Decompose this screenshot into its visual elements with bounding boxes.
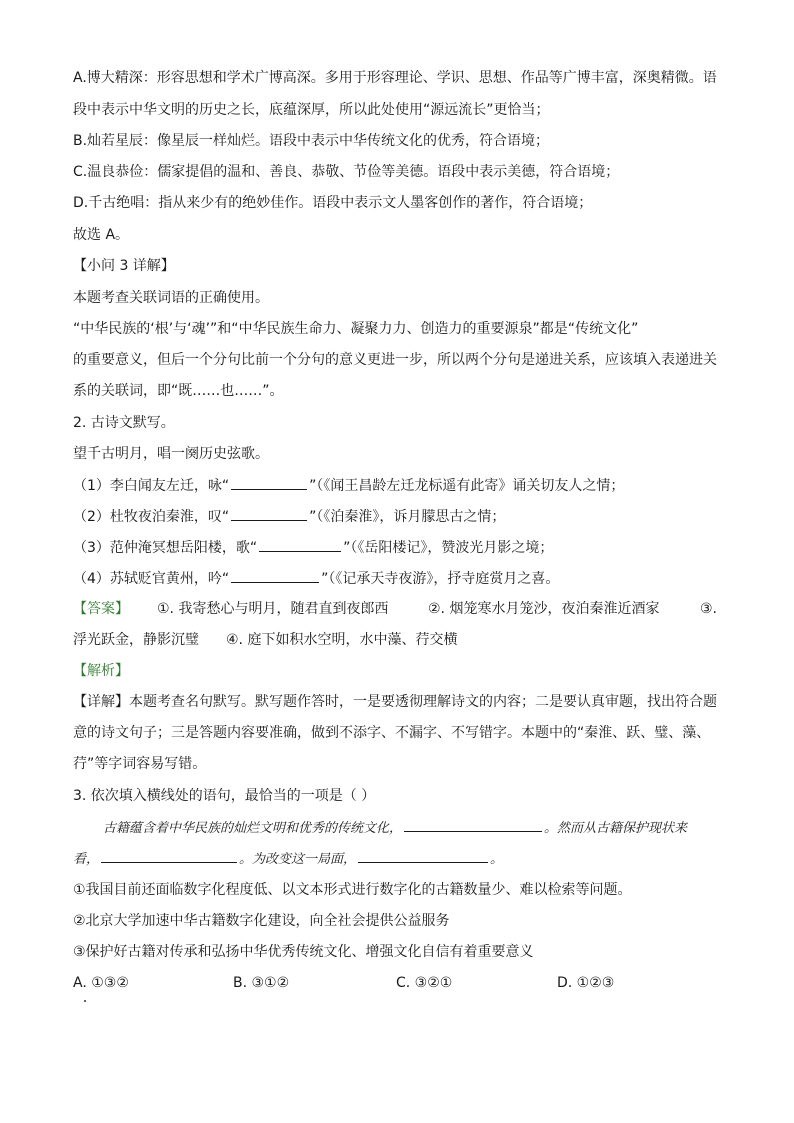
stray-mark [84,1000,86,1002]
text-line: A.博大精深：形容思想和学术广博高深。多用于形容理论、学识、思想、作品等广博丰富，深奥精微。语 [73,70,717,86]
text-line: 的重要意义，但后一个分句比前一个分句的意义更进一步，所以两个分句是递进关系，应该填入表递进关 [73,352,717,368]
answer-item: ②. 烟笼寒水月笼沙，夜泊秦淮近酒家 [428,601,660,617]
fill-item [73,506,505,527]
choice-c[interactable]: C. ③②① [396,975,453,991]
answer-item: 浮光跃金，静影沉璧 [73,632,199,648]
answer-blank[interactable] [231,475,307,490]
question-title: 3. 依次填入横线处的语句，最恰当的一项是（ ） [73,788,376,804]
sentence-option: ③保护好古籍对传承和弘扬中华优秀传统文化、增强文化自信有着重要意义 [73,944,534,960]
answer-blank[interactable] [101,848,237,863]
text-line: “中华民族的‘根’与‘魂’”和“中华民族生命力、凝聚力力、创造力的重要源泉”都是“传统文化” [73,321,639,337]
sentence-option: ①我国目前还面临数字化程度低、以文本形式进行数字化的古籍数量少、难以检索等问题。 [73,882,632,898]
choice-a[interactable]: A. ①③② [73,975,129,991]
text-line: 段中表示中华文明的历史之长，底蕴深厚，所以此处使用“源远流长”更恰当； [73,102,550,118]
passage-line [103,817,687,839]
analysis-label: 【解析】 [73,663,129,679]
passage-text: 古籍蕴含着中华民族的灿烂文明和优秀的传统文化， [103,821,403,836]
answer-item: ①. 我寄愁心与明月，随君直到夜郎西 [157,601,389,617]
passage-text: 。为改变这一局面， [239,852,357,867]
answer-item: ④. 庭下如积水空明，水中藻、荇交横 [226,632,458,648]
section-header: 【小问 3 详解】 [73,258,175,274]
answer-blank[interactable] [358,848,488,863]
fill-item-prefix: （3）范仲淹冥想岳阳楼，歌“ [73,540,258,556]
choice-d[interactable]: D. ①②③ [557,975,615,991]
fill-item-suffix: ”（《泊秦淮》，诉月朦思古之情； [309,509,506,525]
passage-text: 。 [490,852,504,867]
fill-item-suffix: ”（《岳阳楼记》，赞波光月影之境； [343,540,554,556]
choice-b[interactable]: B. ③①② [233,975,290,991]
fill-item [73,537,553,558]
text-line: B.灿若星辰：像星辰一样灿烂。语段中表示中华传统文化的优秀，符合语境； [73,133,550,149]
answer-blank[interactable] [231,506,307,521]
answer-blank[interactable] [404,817,542,832]
passage-line [73,848,503,870]
text-line: 【详解】本题考查名句默写。默写题作答时，一是要透彻理解诗文的内容；二是要认真审题，找出符合题 [73,694,717,710]
answer-item: ③. [700,601,718,617]
answer-label: 【答案】 [73,601,129,617]
fill-item [73,568,559,589]
text-line: D.千古绝唱：指从来少有的绝妙佳作。语段中表示文人墨客创作的著作，符合语境； [73,195,593,211]
text-line: 本题考查关联词语的正确使用。 [73,290,269,306]
fill-item [73,475,624,496]
text-line: 望千古明月，唱一阕历史弦歌。 [73,446,269,462]
answer-choice: 故选 A。 [73,227,130,243]
text-line: 意的诗文句子；三是答题内容要准确，做到不添字、不漏字、不写错字。本题中的“秦淮、跃、璧、藻、 [73,725,711,741]
passage-text: 看， [73,852,100,867]
sentence-option: ②北京大学加速中华古籍数字化建设，向全社会提供公益服务 [73,913,450,929]
fill-item-suffix: ”（《记承天寺夜游》，抒寺庭赏月之喜。 [321,571,560,587]
text-line: 系的关联词，即“既……也……”。 [73,383,284,399]
fill-item-prefix: （1）李白闻友左迁，咏“ [73,478,230,494]
answer-blank[interactable] [231,568,319,583]
fill-item-prefix: （4）苏轼贬官黄州，吟“ [73,571,230,587]
question-title: 2. 古诗文默写。 [73,415,175,431]
answer-blank[interactable] [259,537,341,552]
passage-text: 。然而从古籍保护现状来 [544,821,688,836]
text-line: 荇”等字词容易写错。 [73,756,207,772]
fill-item-prefix: （2）杜牧夜泊秦淮，叹“ [73,509,230,525]
text-line: C.温良恭俭：儒家提倡的温和、善良、恭敬、节俭等美德。语段中表示美德，符合语境； [73,164,620,180]
fill-item-suffix: ”（《闻王昌龄左迁龙标遥有此寄》诵关切友人之情； [309,478,625,494]
